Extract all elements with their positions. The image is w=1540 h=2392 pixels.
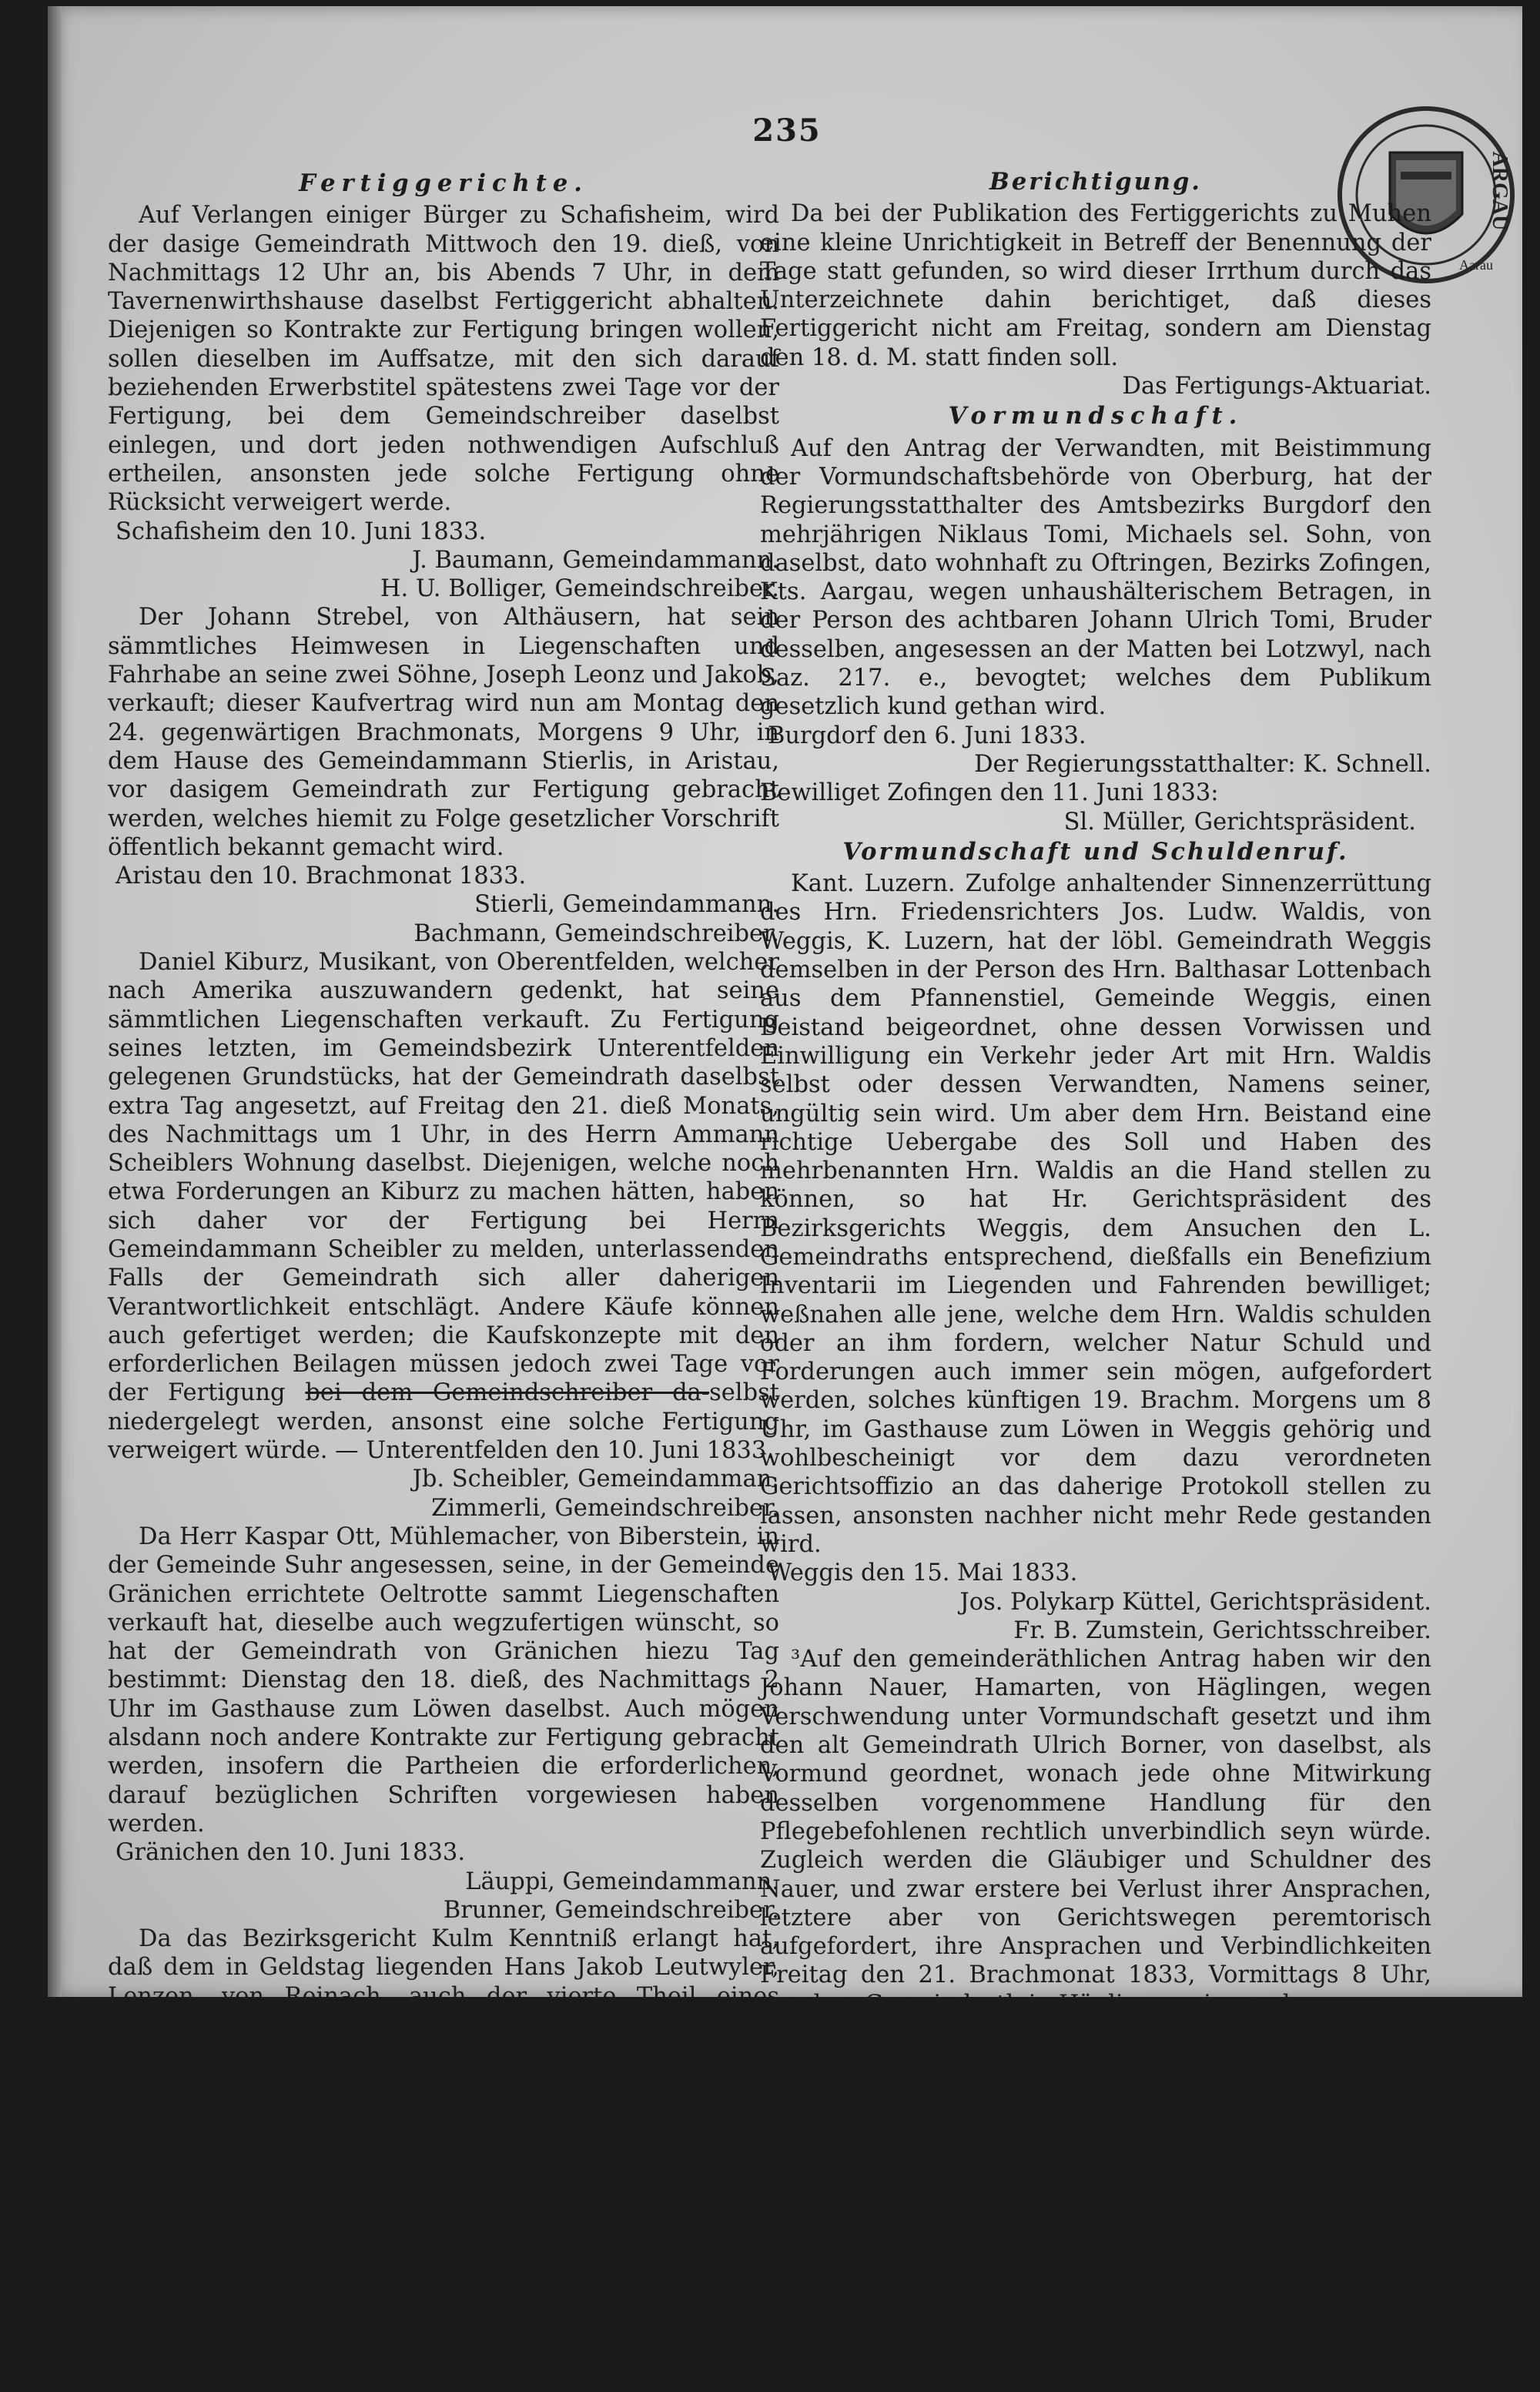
notice-kulm-signature-1: Hegnauer, Gerichtspräsident. (426, 2270, 779, 2297)
notice-waldis-date: Weggis den 15. Mai 1833. (768, 1559, 1078, 1587)
notice-berichtigung-signature: Das Fertigungs-Aktuariat. (1122, 373, 1431, 400)
notice-kiburz-signature-2: Zimmerli, Gemeindschreiber. (431, 1494, 779, 1522)
notice-kiburz-body-end: selbst niedergelegt werden, ansonst eine solche Fertigung verweigert würde. — Unterentfelden den 10. Juni 1833. (108, 1379, 779, 1465)
notice-aristau-signature-1: Stierli, Gemeindammann. (474, 891, 779, 919)
notice-kiburz-struck-text: bei dem Gemeindschreiber da- (305, 1379, 710, 1407)
notice-tomi-date: Burgdorf den 6. Juni 1833. (768, 722, 1086, 749)
notice-schafisheim-signature-1: J. Baumann, Gemeindammann. (412, 546, 779, 574)
notice-kulm-date: Kulm den 10. Juni 1833. (116, 2241, 403, 2269)
page-number: 235 (752, 112, 822, 149)
newspaper-page (48, 6, 1522, 2391)
notice-kiburz-signature-1: Jb. Scheibler, Gemeindamman. (412, 1466, 779, 1493)
notice-nauer-signature-2: J. Ruepp, Gerichtsschreiber. (1098, 2076, 1431, 2104)
notice-nauer-date: Bremgarten den 24. Mai 1833. (768, 2019, 1136, 2046)
right-column (760, 166, 1431, 2392)
notice-nauer-signature-1: F. J. Weißenbach Vicegerichtspräsident. (959, 2048, 1431, 2075)
notice-tomi-signature-2: Sl. Müller, Gerichtspräsident. (1063, 808, 1416, 836)
notice-nauer-text: ³Auf den gemeinderäthlichen Antrag haben wir den Johann Nauer, Hamarten, von Häglingen, wegen Verschwendung unter Vormundschaft gesetzt und ihm den alt Gemeindrath Ulrich Borner, von daselbst, als Vormund geordnet, wonach jede ohne Mitwirkung desselben vorgenommene Handlung für den Pflegebefohlenen rechtlich unverbindlich seyn würde. Zugleich werden die Gläubiger und Schuldner des Nauer, und zwar erstere bei Verlust ihrer Ansprachen, letztere aber von Gerichtswegen peremtorisch aufgefordert, ihre Ansprachen und Verbindlichkeiten Freitag den 21. Brachmonat 1833, Vormittags 8 Uhr, vor dem Gemeindrath in Häglingen einzugeben. (760, 1646, 1431, 2018)
notice-waldis-signature-2: Fr. B. Zumstein, Gerichtsschreiber. (1013, 1616, 1431, 1644)
heading-vormundschaft: Vormundschaft. (948, 402, 1244, 430)
stamp-text-aarau: Aarau (1459, 257, 1493, 273)
heading-fertiggerichte: Fertiggerichte. (299, 169, 588, 197)
notice-tomi-text: Auf den Antrag der Verwandten, mit Beistimmung der Vormundschaftsbehörde von Oberburg, hat der Regierungsstatthalter des Amtsbezirks Burgdorf den mehrjährigen Niklaus Tomi, Michaels sel. Sohn, von daselbst, dato wohnhaft zu Oftringen, Bezirks Zofingen, Kts. Aargau, wegen unhaushälterischem Betragen, in der Person des achtbaren Johann Ulrich Tomi, Bruder desselben, angesessen an der Matten bei Lotzwyl, nach Saz. 217. e., bevogtet; welches dem Publikum gesetzlich kund gethan wird. (760, 434, 1431, 721)
notice-waldis-text: Kant. Luzern. Zufolge anhaltender Sinnenzerrüttung des Hrn. Friedensrichters Jos. Ludw. Waldis, von Weggis, K. Luzern, hat der löbl. Gemeindrath Weggis demselben in der Person des Hrn. Balthasar Lottenbach aus dem Pfannenstiel, Gemeinde Weggis, einen Beistand beigeordnet, ohne dessen Vorwissen und Einwilligung ein Verkehr jeder Art mit Hrn. Waldis selbst oder dessen Verwandten, Namens seiner, ungültig sein wird. Um aber dem Hrn. Beistand eine richtige Uebergabe des Soll und Haben des mehrbenannten Hrn. Waldis an die Hand stellen zu können, so hat Hr. Gerichtspräsident des Bezirksgerichts Weggis, dem Ansuchen den L. Gemeindraths entsprechend, dießfalls ein Benefizium Inventarii im Liegenden und Fahrenden bewilliget; weßnahen alle jene, welche dem Hrn. Waldis schulden oder an ihm fordern, welcher Natur Schuld und Forderungen auch immer sein mögen, aufgefordert werden, solches künftigen 19. Brachm. Morgens um 8 Uhr, im Gasthause zum Löwen in Weggis gehörig und wohlbescheinigt vor dem dazu verordneten Gerichtsoffizio an das daherige Protokoll stellen zu lassen, ansonsten nachher nicht mehr Rede gestanden wird. (760, 870, 1431, 1558)
left-column (108, 168, 779, 2327)
heading-vormundschaft-schuldenruf: Vormundschaft und Schuldenruf. (842, 837, 1349, 866)
heading-berichtigung: Berichtigung. (989, 168, 1202, 196)
notice-tomi-signature-1: Der Regierungsstatthalter: K. Schnell. (974, 750, 1431, 778)
notice-mueller-text: ³Auf den Vorschlag des Gemeindraths von Sarmenstorf haben wir den Philipp Müller, von Sarmenstorf, als Vormund des sich freiwillig unter die waisenamtliche Obsorge begebenen Johann Köchli, älter, von daselbst, bestätiget. Indem diese Vormundschaft zu Jedermanns Verhalt bekannt gemacht wird, werden die Gläubiger und Schuldner des Büchli peremtorisch aufgefordert, und zwar erstere bei Verlust ihrer Ansprachen und letztere von Gerichtswegen (760, 2105, 1431, 2391)
notice-ott-date: Gränichen den 10. Juni 1833. (116, 1839, 466, 1867)
notice-schafisheim-signature-2: H. U. Bolliger, Gemeindschreiber. (380, 575, 779, 603)
notice-kulm-text: Da das Bezirksgericht Kulm Kenntniß erlangt hat, daß dem in Geldstag liegenden Hans Jakob Leutwyler, Lenzen, von Reinach, auch der vierte Theil eines verkauften Hauses zugehöre, dessen Fertigung verlangt wird, so wird dieses mit der Aufforderung bekannt gemacht, daß diejenigen, welche gesinnet sind, gegen diese Fertigung eine Einwendung zu formiren, solche bis Samstag den 22. l. M. der Gerichtskanzlei Kulm einreichen sollen, widrigen Falls die bemeldte Fertigung im Namen der Geldstagsmasse des Leutwyler gerichtlich zugegeben werden wird. (108, 1925, 779, 2240)
notice-kiburz-body: Daniel Kiburz, Musikant, von Oberentfelden, welcher nach Amerika auszuwandern gedenkt, hat seine sämmtlichen Liegenschaften verkauft. Zu Fertigung seines letzten, im Gemeindsbezirk Unterentfelden gelegenen Grundstücks, hat der Gemeindrath daselbst extra Tag angesetzt, auf Freitag den 21. dieß Monats, des Nachmittags um 1 Uhr, in des Herrn Ammann Scheiblers Wohnung daselbst. Diejenigen, welche noch etwa Forderungen an Kiburz zu machen hätten, haben sich daher vor der Fertigung bei Herrn Gemeindammann Scheibler zu melden, unterlassenden Falls der Gemeindrath sich aller daherigen Verantwortlichkeit entschlägt. Andere Käufe können auch gefertiget werden; die Kaufskonzepte mit den erforderlichen Beilagen müssen jedoch zwei Tage vor der Fertigung (108, 949, 779, 1407)
notice-aristau-text: Der Johann Strebel, von Althäusern, hat sein sämmtliches Heimwesen in Liegenschaften und Fahrhabe an seine zwei Söhne, Joseph Leonz und Jakob, verkauft; dieser Kaufvertrag wird nun am Montag den 24. gegenwärtigen Brachmonats, Morgens 9 Uhr, in dem Hause des Gemeindammann Stierlis, in Aristau, vor dasigem Gemeindrath zur Fertigung gebracht werden, welches hiemit zu Folge gesetzlicher Vorschrift öffentlich bekannt gemacht wird. (108, 604, 779, 861)
notice-schafisheim-text: Auf Verlangen einiger Bürger zu Schafisheim, wird der dasige Gemeindrath Mittwoch den 19. dieß, von Nachmittags 12 Uhr an, bis Abends 7 Uhr, in dem Tavernenwirthshause daselbst Fertiggericht abhalten. Diejenigen so Kontrakte zur Fertigung bringen wollen, sollen dieselben im Auffsatze, mit den sich darauf beziehenden Erwerbstitel spätestens zwei Tage vor der Fertigung, bei dem Gemeindschreiber daselbst einlegen, und dort jeden nothwendigen Aufschluß ertheilen, ansonsten jede solche Fertigung ohne Rücksicht verweigert werde. (108, 202, 779, 517)
notice-kulm-signature-2: L. Berner, Gerichtsschreiber. (434, 2298, 779, 2326)
notice-berichtigung-text: Da bei der Publikation des Fertiggerichts zu Muhen eine kleine Unrichtigkeit in Betreff der Benennung der Tage statt gefunden, so wird dieser Irrthum durch das Unterzeichnete dahin berichtiget, daß dieses Fertiggericht nicht am Freitag, sondern am Dienstag den 18. d. M. statt finden soll. (760, 200, 1431, 371)
stamp-text-argau: ARGAU (1488, 151, 1512, 231)
notice-waldis-signature-1: Jos. Polykarp Küttel, Gerichtspräsident. (959, 1588, 1431, 1616)
notice-kiburz-text (108, 948, 779, 1465)
book-gutter (48, 6, 62, 1997)
notice-ott-signature-1: Läuppi, Gemeindammann. (465, 1868, 779, 1895)
notice-ott-text: Da Herr Kaspar Ott, Mühlemacher, von Biberstein, in der Gemeinde Suhr angesessen, seine, in der Gemeinde Gränichen errichtete Oeltrotte sammt Liegenschaften verkauft hat, dieselbe auch wegzufertigen wünscht, so hat der Gemeindrath von Gränichen hiezu Tag bestimmt: Dienstag den 18. dieß, des Nachmittags 2 Uhr im Gasthause zum Löwen daselbst. Auch mögen alsdann noch andere Kontrakte zur Fertigung gebracht werden, insofern die Partheien die erforderlichen, darauf bezüglichen Schriften vorgewiesen haben werden. (108, 1523, 779, 1838)
notice-aristau-date: Aristau den 10. Brachmonat 1833. (116, 863, 527, 890)
notice-ott-signature-2: Brunner, Gemeindschreiber. (443, 1896, 779, 1924)
notice-aristau-signature-2: Bachmann, Gemeindschreiber. (413, 920, 779, 947)
notice-tomi-approval: Bewilliget Zofingen den 11. Juni 1833: (760, 779, 1219, 807)
notice-schafisheim-date: Schafisheim den 10. Juni 1833. (116, 518, 487, 545)
